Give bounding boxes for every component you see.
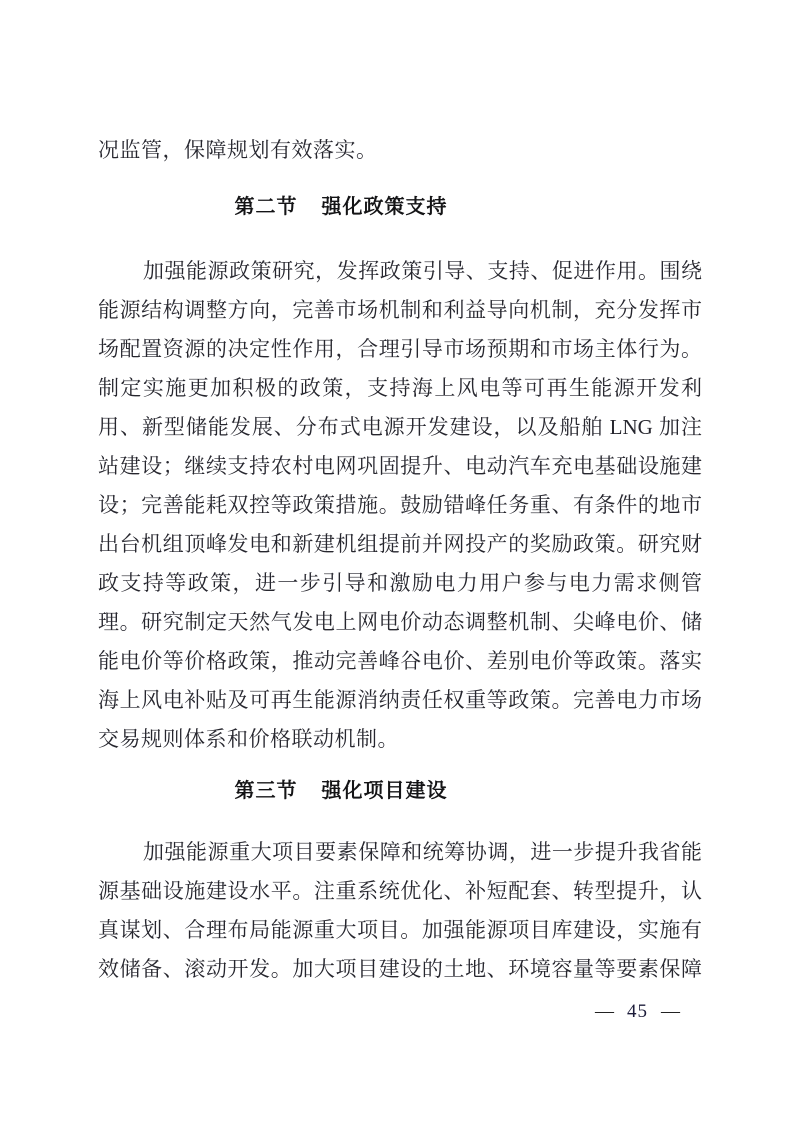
text-line: 设；完善能耗双控等政策措施。鼓励错峰任务重、有条件的地市 <box>98 493 702 517</box>
text-line: 场配置资源的决定性作用，合理引导市场预期和市场主体行为。 <box>98 337 702 361</box>
text-line: 效储备、滚动开发。加大项目建设的土地、环境容量等要素保障 <box>98 957 702 981</box>
text-line: 交易规则体系和价格联动机制。 <box>98 727 399 751</box>
page-number-dash-right: — <box>661 1001 680 1022</box>
paragraph-project-construction <box>98 833 702 989</box>
section-heading-2 <box>98 192 702 222</box>
text-line: 源基础设施建设水平。注重系统优化、补短配套、转型提升，认 <box>98 879 702 903</box>
text-line-intro: 况监管，保障规划有效落实。 <box>98 138 378 162</box>
text-line: 制定实施更加积极的政策，支持海上风电等可再生能源开发利 <box>98 376 702 400</box>
section-title: 强化政策支持 <box>321 196 448 218</box>
text-line: 加强能源重大项目要素保障和统筹协调，进一步提升我省能 <box>143 840 702 864</box>
section-number: 第三节 <box>234 780 298 802</box>
page-number-dash-left: — <box>595 1001 614 1022</box>
text-line: 能电价等价格政策，推动完善峰谷电价、差别电价等政策。落实 <box>98 649 702 673</box>
text-line: 出台机组顶峰发电和新建机组提前并网投产的奖励政策。研究财 <box>98 532 702 556</box>
page-number-value: 45 <box>627 1001 648 1022</box>
text-line: 理。研究制定天然气发电上网电价动态调整机制、尖峰电价、储 <box>98 610 702 634</box>
text-line: 用、新型储能发展、分布式电源开发建设，以及船舶 LNG 加注 <box>98 415 702 439</box>
text-line: 站建设；继续支持农村电网巩固提升、电动汽车充电基础设施建 <box>98 454 702 478</box>
section-heading-3 <box>98 776 702 806</box>
section-title: 强化项目建设 <box>321 780 448 802</box>
text-line: 政支持等政策，进一步引导和激励电力用户参与电力需求侧管 <box>98 571 702 595</box>
section-number: 第二节 <box>234 196 298 218</box>
paragraph-policy-support <box>98 252 702 759</box>
text-line: 加强能源政策研究，发挥政策引导、支持、促进作用。围绕 <box>143 259 702 283</box>
text-line: 能源结构调整方向，完善市场机制和利益导向机制，充分发挥市 <box>98 298 702 322</box>
page-number <box>595 1001 680 1023</box>
text-line: 海上风电补贴及可再生能源消纳责任权重等政策。完善电力市场 <box>98 688 702 712</box>
text-line: 真谋划、合理布局能源重大项目。加强能源项目库建设，实施有 <box>98 918 702 942</box>
